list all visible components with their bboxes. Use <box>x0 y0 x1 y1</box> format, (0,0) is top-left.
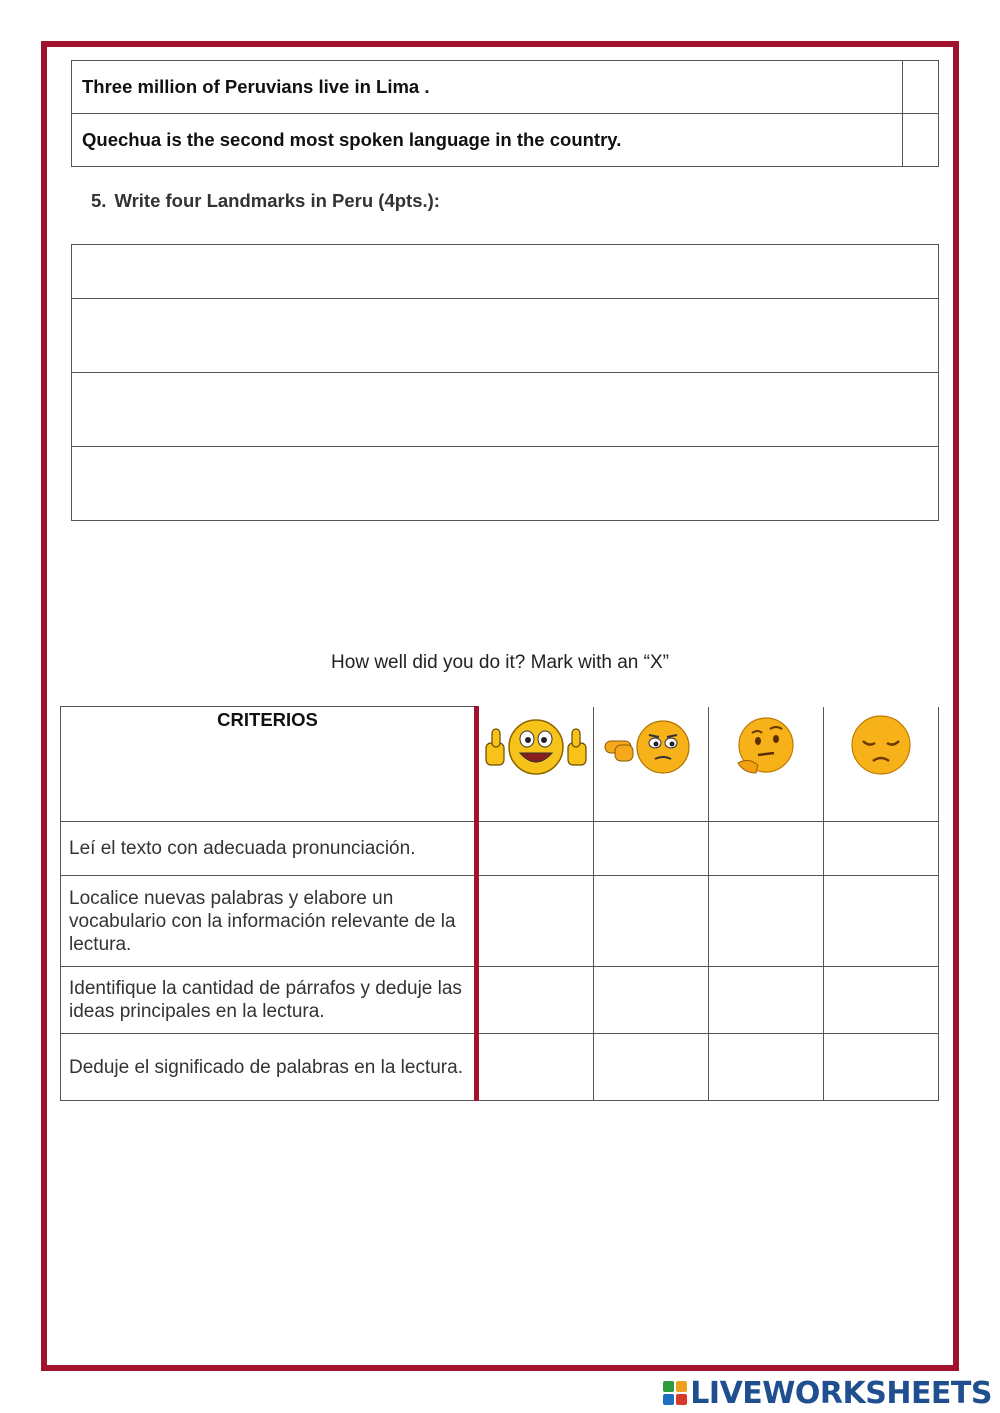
emoji-header-cell <box>594 707 709 822</box>
mark-cell <box>594 1034 709 1101</box>
emoji-header-cell <box>823 707 938 822</box>
landmark-input[interactable] <box>72 325 938 346</box>
mark-input[interactable] <box>709 822 827 847</box>
mark-input[interactable] <box>709 876 827 901</box>
mark-input[interactable] <box>594 967 712 992</box>
criterion-text: Localice nuevas palabras y elabore un vocabulario con la información relevante de la lectura. <box>61 876 477 967</box>
criterion-text: Identifique la cantidad de párrafos y deduje las ideas principales en la lectura. <box>61 967 477 1034</box>
answer-box <box>903 61 939 114</box>
thinking-face-icon <box>728 715 804 777</box>
table-row <box>72 373 939 447</box>
table-row <box>72 245 939 299</box>
table-row <box>61 967 939 1034</box>
answer-input[interactable] <box>903 60 942 114</box>
mark-cell <box>477 822 594 876</box>
mark-cell <box>709 876 824 967</box>
mark-input[interactable] <box>479 876 597 901</box>
thumbs-up-happy-face-icon <box>482 715 590 777</box>
liveworksheets-logo-icon <box>663 1381 687 1405</box>
table-header-row <box>61 707 939 822</box>
self-assessment-instruction: How well did you do it? Mark with an “X” <box>331 652 669 673</box>
emoji-header-cell <box>709 707 824 822</box>
mark-input[interactable] <box>709 1034 827 1059</box>
table-row <box>72 114 939 167</box>
table-row <box>72 447 939 521</box>
criterion-text: Deduje el significado de palabras en la lectura. <box>61 1034 477 1101</box>
mark-input[interactable] <box>479 967 597 992</box>
mark-input[interactable] <box>479 822 597 847</box>
mark-cell <box>594 967 709 1034</box>
table-row <box>61 822 939 876</box>
landmarks-table <box>71 244 939 521</box>
criteria-header: CRITERIOS <box>61 707 477 822</box>
landmark-input[interactable] <box>72 399 938 420</box>
mark-cell <box>823 967 938 1034</box>
self-assessment-table <box>60 706 939 1101</box>
answer-box <box>903 114 939 167</box>
answer-box <box>72 447 939 521</box>
table-row <box>61 876 939 967</box>
mark-cell <box>594 876 709 967</box>
table-row <box>72 299 939 373</box>
table-row <box>72 61 939 114</box>
question-heading <box>91 190 440 212</box>
liveworksheets-logo <box>663 1375 992 1411</box>
mark-input[interactable] <box>594 822 712 847</box>
mark-cell <box>594 822 709 876</box>
true-false-table <box>71 60 939 167</box>
question-text: Write four Landmarks in Peru (4pts.): <box>114 190 440 211</box>
mark-cell <box>477 1034 594 1101</box>
statement-text: Three million of Peruvians live in Lima . <box>72 61 903 114</box>
answer-input[interactable] <box>903 113 942 167</box>
mark-input[interactable] <box>594 876 712 901</box>
landmark-input[interactable] <box>72 261 938 282</box>
mark-input[interactable] <box>824 876 942 901</box>
pointing-unsure-face-icon <box>601 715 701 777</box>
mark-cell <box>477 876 594 967</box>
landmark-input[interactable] <box>72 473 938 494</box>
question-number: 5. <box>91 190 107 211</box>
answer-box <box>72 373 939 447</box>
mark-input[interactable] <box>824 822 942 847</box>
mark-input[interactable] <box>824 1034 942 1059</box>
table-row <box>61 1034 939 1101</box>
answer-box <box>72 245 939 299</box>
mark-cell <box>823 822 938 876</box>
emoji-header-cell <box>477 707 594 822</box>
mark-input[interactable] <box>824 967 942 992</box>
mark-cell <box>709 967 824 1034</box>
mark-cell <box>823 1034 938 1101</box>
mark-cell <box>709 822 824 876</box>
mark-cell <box>709 1034 824 1101</box>
sad-face-icon <box>839 715 923 777</box>
mark-input[interactable] <box>709 967 827 992</box>
mark-cell <box>477 967 594 1034</box>
answer-box <box>72 299 939 373</box>
mark-input[interactable] <box>479 1034 597 1059</box>
brand-text: LIVEWORKSHEETS <box>690 1375 992 1411</box>
statement-text: Quechua is the second most spoken language in the country. <box>72 114 903 167</box>
mark-input[interactable] <box>594 1034 712 1059</box>
criterion-text: Leí el texto con adecuada pronunciación. <box>61 822 477 876</box>
mark-cell <box>823 876 938 967</box>
